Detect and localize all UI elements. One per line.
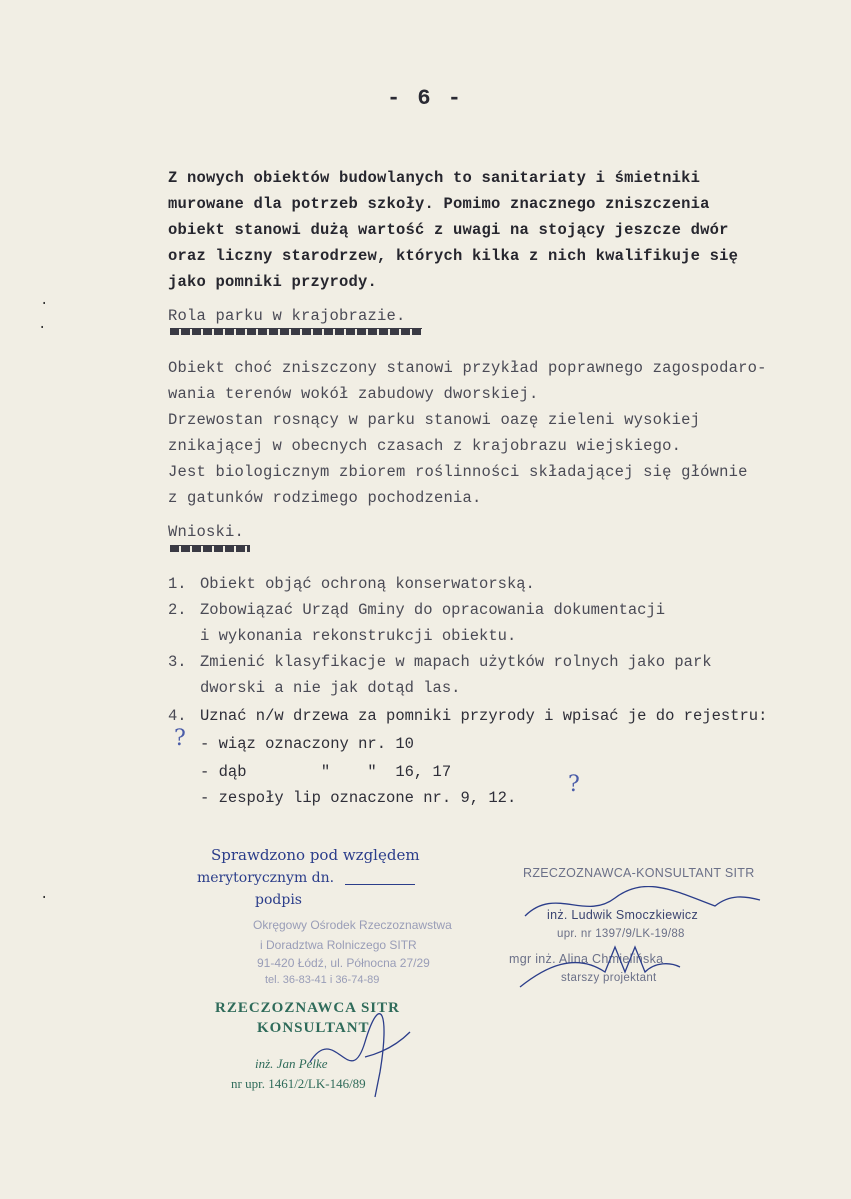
pencil-question-mark-2: ? <box>568 772 580 797</box>
tree-item-1: - wiąz oznaczony nr. 10 <box>200 735 414 753</box>
paragraph2-line-6: z gatunków rodzimego pochodzenia. <box>168 489 482 507</box>
paragraph2-line-5: Jest biologicznym zbiorem roślinności składającej się głównie <box>168 463 748 481</box>
conclusion-text-3b: dworski a nie jak dotąd las. <box>200 679 461 697</box>
paragraph1-line-4: oraz liczny starodrzew, których kilka z nich kwalifikuje się <box>168 247 739 265</box>
faint-stamp-line-2: i Doradztwa Rolniczego SITR <box>260 938 417 952</box>
paragraph1-line-1: Z nowych obiektów budowlanych to sanitariaty i śmietniki <box>168 169 701 187</box>
paragraph2-line-1: Obiekt choć zniszczony stanowi przykład poprawnego zagospodaro- <box>168 359 767 377</box>
designer-name: mgr inż. Alina Chmielińska <box>509 952 664 966</box>
margin-mark-icon: · <box>40 296 49 312</box>
paragraph1-line-2: murowane dla potrzeb szkoły. Pomimo znacznego zniszczenia <box>168 195 710 213</box>
stamp-signature-label: podpis <box>255 892 302 908</box>
right-signature-bottom-icon <box>515 942 685 992</box>
paragraph2-line-4: znikającej w obecnych czasach z krajobrazu wiejskiego. <box>168 437 682 455</box>
conclusion-number-4: 4. <box>168 707 187 725</box>
consultant-stamp <box>505 862 805 992</box>
conclusion-number-2: 2. <box>168 601 187 619</box>
faint-stamp-line-4: tel. 36-83-41 i 36-74-89 <box>265 974 380 986</box>
paragraph2-line-2: wania terenów wokół zabudowy dworskiej. <box>168 385 539 403</box>
conclusion-text-2a: Zobowiązać Urząd Gminy do opracowania dokumentacji <box>200 601 666 619</box>
tree-item-3: - zespoły lip oznaczone nr. 9, 12. <box>200 789 517 807</box>
green-stamp-license: nr upr. 1461/2/LK-146/89 <box>231 1076 366 1091</box>
heading-role-underline <box>170 328 422 335</box>
green-stamp-subtitle: KONSULTANT <box>257 1020 370 1036</box>
conclusion-text-1: Obiekt objąć ochroną konserwatorską. <box>200 575 535 593</box>
stamp-verified-line: Sprawdzono pod względem <box>211 846 420 864</box>
paragraph1-line-5: jako pomniki przyrody. <box>168 273 378 291</box>
heading-wnioski: Wnioski. <box>168 523 245 541</box>
consultant-license: upr. nr 1397/9/LK-19/88 <box>557 928 685 940</box>
heading-role: Rola parku w krajobrazie. <box>168 307 406 325</box>
page-number: - 6 - <box>386 86 463 111</box>
verification-stamp <box>197 842 485 1102</box>
heading-wnioski-underline <box>170 545 250 552</box>
date-blank-line <box>345 884 415 885</box>
green-stamp-name: inż. Jan Pelke <box>255 1056 328 1071</box>
conclusion-number-1: 1. <box>168 575 187 593</box>
right-signature-top-icon <box>515 886 765 926</box>
tree-item-2: - dąb " " 16, 17 <box>200 763 452 781</box>
consultant-name: inż. Ludwik Smoczkiewicz <box>547 908 698 922</box>
paragraph2-line-3: Drzewostan rosnący w parku stanowi oazę zieleni wysokiej <box>168 411 701 429</box>
faint-stamp-line-3: 91-420 Łódź, ul. Północna 27/29 <box>257 956 430 970</box>
conclusion-text-4: Uznać n/w drzewa za pomniki przyrody i wpisać je do rejestru: <box>200 707 768 725</box>
consultant-stamp-title: RZECZOZNAWCA-KONSULTANT SITR <box>523 866 755 880</box>
faint-stamp-line-1: Okręgowy Ośrodek Rzeczoznawstwa <box>253 918 452 932</box>
conclusion-text-2b: i wykonania rekonstrukcji obiektu. <box>200 627 517 645</box>
paragraph1-line-3: obiekt stanowi dużą wartość z uwagi na stojący jeszcze dwór <box>168 221 729 239</box>
left-signature-icon <box>305 1002 415 1102</box>
designer-title: starszy projektant <box>561 972 657 984</box>
pencil-question-mark-1: ? <box>174 726 186 751</box>
stamp-merit-line: merytorycznym dn. <box>197 870 335 886</box>
green-stamp-title: RZECZOZNAWCA SITR <box>215 1000 400 1016</box>
conclusion-number-3: 3. <box>168 653 187 671</box>
margin-mark-icon: · <box>40 890 49 906</box>
conclusion-text-3a: Zmienić klasyfikacje w mapach użytków rolnych jako park <box>200 653 712 671</box>
margin-mark-icon: · <box>38 320 47 336</box>
